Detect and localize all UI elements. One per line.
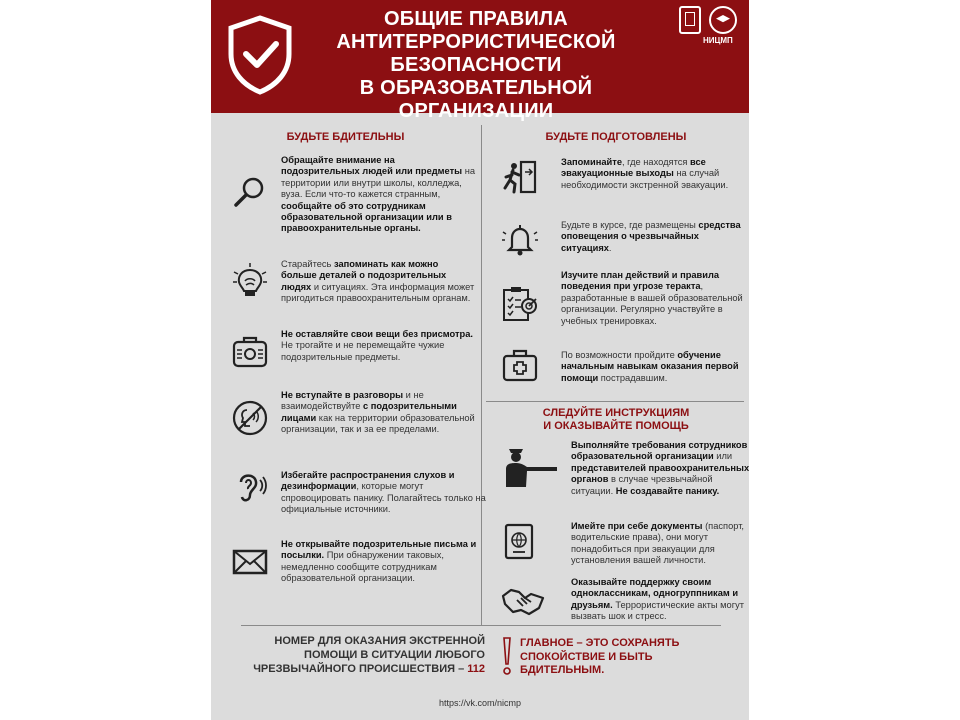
exclamation-icon: [502, 636, 512, 676]
emergency-line: ПОМОЩИ В СИТУАЦИИ ЛЮБОГО: [304, 649, 485, 661]
item-text: Изучите план действий и правила поведения при угрозе теракта, разработанные в вашей образовательной организации. Регулярно участвуйте в учебных тренировках.: [561, 270, 743, 326]
exit-icon: [501, 158, 539, 196]
section-heading-vigilant: БУДЬТЕ БДИТЕЛЬНЫ: [286, 131, 405, 143]
section-heading-follow: [483, 407, 749, 433]
title-line: ОБЩИЕ ПРАВИЛА: [384, 8, 568, 30]
item-text: Обращайте внимание на подозрительных людей или предметы на территории или внутри школы, колледжа, вуза. Если что-то кажется странным, сообщайте об это сотрудникам образовательной организации или в правоохранительные органы.: [281, 155, 475, 234]
heading-line: И ОКАЗЫВАЙТЕ ПОМОЩЬ: [543, 420, 689, 432]
item-text: Не открывайте подозрительные письма и посылки. При обнаружении таковых, немедленно сообщите сотрудникам образовательной организации.: [281, 539, 477, 584]
poster: [211, 0, 749, 720]
no-talk-icon: [231, 399, 269, 437]
bag-icon: [231, 333, 269, 371]
item-text: Старайтесь запоминать как можно больше деталей о подозрительных людях и ситуациях. Эта информация может пригодиться правоохранительным органам.: [281, 259, 475, 304]
title-line: БЕЗОПАСНОСТИ: [390, 54, 562, 76]
bell-icon: [501, 221, 539, 259]
passport-icon: [501, 522, 539, 560]
emergency-line: НОМЕР ДЛЯ ОКАЗАНИЯ ЭКСТРЕННОЙ: [274, 635, 485, 647]
section-heading-prepared: БУДЬТЕ ПОДГОТОВЛЕНЫ: [545, 131, 687, 143]
main-line: СПОКОЙСТВИЕ И БЫТЬ: [520, 650, 653, 663]
main-line: БДИТЕЛЬНЫМ.: [520, 664, 605, 676]
logos: [679, 6, 745, 48]
title-line: В ОБРАЗОВАТЕЛЬНОЙ ОРГАНИЗАЦИИ: [359, 77, 593, 122]
title-line: АНТИТЕРРОРИСТИЧЕСКОЙ: [336, 31, 616, 53]
item-text: По возможности пройдите обучение начальным навыкам оказания первой помощи пострадавшим.: [561, 350, 739, 383]
source-link[interactable]: https://vk.com/nicmp: [438, 698, 522, 708]
column-divider: [481, 125, 482, 625]
page-title: [291, 8, 661, 123]
handshake-icon: [501, 580, 545, 618]
emergency-number: 112: [467, 663, 485, 675]
officer-icon: [501, 443, 561, 487]
emblem-logo: [679, 6, 701, 34]
magnifier-icon: [231, 174, 269, 212]
first-aid-icon: [501, 346, 539, 384]
emergency-note: [239, 634, 485, 676]
item-text: Имейте при себе документы (паспорт, водительские права), они могут понадобиться при эвакуации для установления вашей личности.: [571, 521, 745, 566]
plan-icon: [501, 285, 539, 323]
graduation-cap-logo: [709, 6, 737, 34]
envelope-icon: [231, 543, 269, 581]
item-text: Не оставляйте свои вещи без присмотра. Не трогайте и не перемещайте чужие подозрительные предметы.: [281, 329, 473, 362]
emergency-line: ЧРЕЗВЫЧАЙНОГО ПРОИСШЕСТВИЯ –: [253, 663, 468, 675]
logo-label: НИЦМП: [703, 36, 733, 45]
item-text: Запоминайте, где находятся все эвакуационные выходы на случай необходимости экстренной эвакуации.: [561, 157, 729, 190]
shield-check-icon: [225, 14, 295, 96]
header-banner: [211, 0, 749, 122]
item-text: Избегайте распространения слухов и дезинформации, которые могут спровоцировать панику. Полагайтесь только на официальные источники.: [281, 470, 486, 515]
item-text: Не вступайте в разговоры и не взаимодействуйте с подозрительными лицами как на территории образовательной организации, так и за ее пределами.: [281, 390, 475, 435]
brain-bulb-icon: [231, 262, 269, 300]
main-message: [520, 637, 720, 678]
footer-divider: [241, 625, 721, 626]
ear-icon: [231, 468, 269, 506]
main-line: ГЛАВНОЕ – ЭТО СОХРАНЯТЬ: [520, 637, 680, 649]
item-text: Оказывайте поддержку своим одноклассникам, одногруппникам и друзьям. Террористические акты могут вызвать шок и стресс.: [571, 577, 745, 622]
heading-line: СЛЕДУЙТЕ ИНСТРУКЦИЯМ: [542, 407, 690, 419]
item-text: Будьте в курсе, где размещены средства оповещения о чрезвычайных ситуациях.: [561, 220, 741, 253]
item-text: Выполняйте требования сотрудников образовательной организации или представителей правоохранительных органов в случае чрезвычайной ситуации. Не создавайте панику.: [571, 440, 750, 496]
section-divider: [486, 401, 744, 402]
